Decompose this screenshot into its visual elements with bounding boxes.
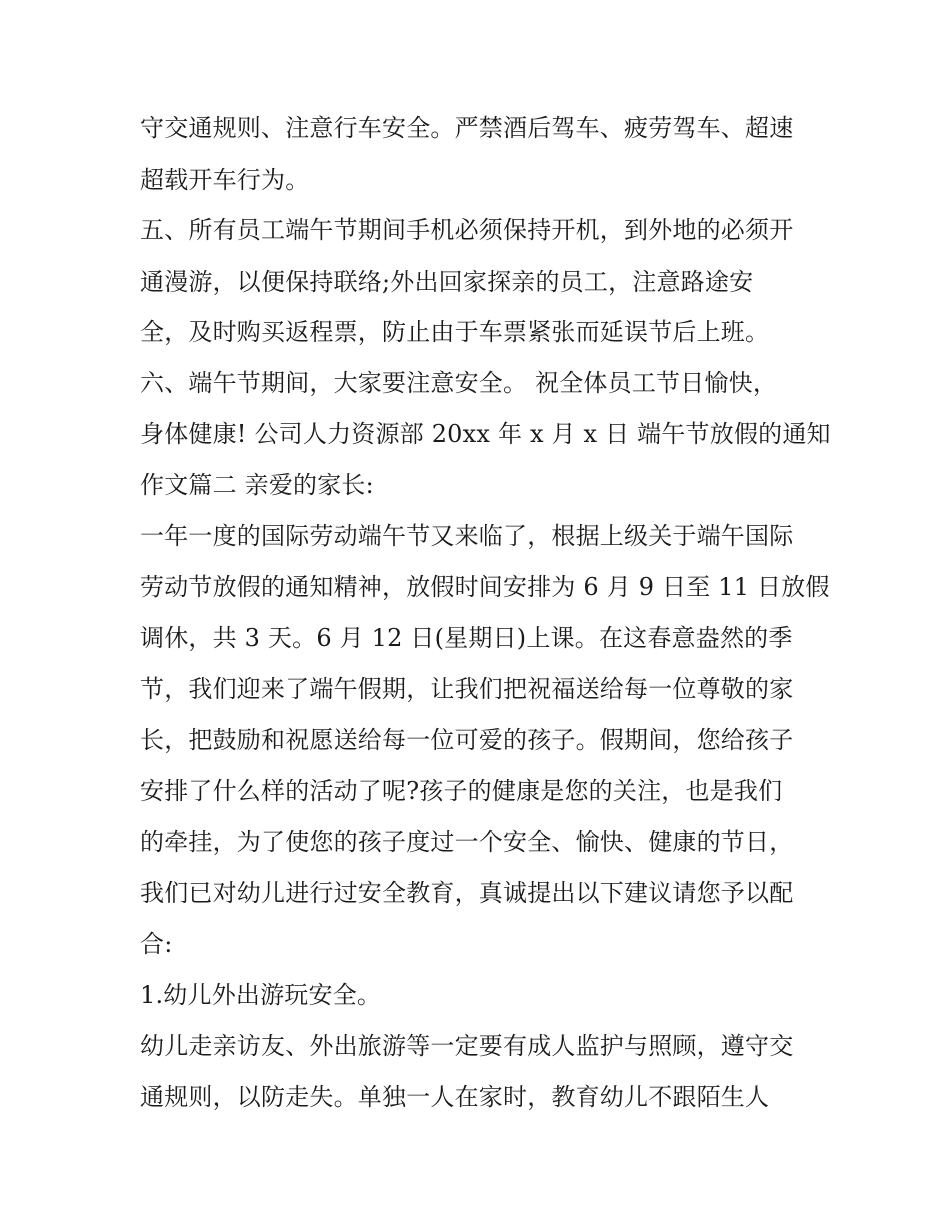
text-line: 全，及时购买返程票，防止由于车票紧张而延误节后上班。 (140, 318, 770, 346)
text-line: 通漫游，以便保持联络;外出回家探亲的员工，注意路途安 (140, 268, 754, 296)
text-line: 调休，共 3 天。6 月 12 日(星期日)上课。在这春意盎然的季 (140, 624, 793, 652)
text-line: 身体健康! 公司人力资源部 20xx 年 x 月 x 日 端午节放假的通知 (140, 420, 831, 448)
text-line: 长，把鼓励和祝愿送给每一位可爱的孩子。假期间，您给孩子 (140, 726, 794, 754)
text-line: 一年一度的国际劳动端午节又来临了，根据上级关于端午国际 (140, 522, 794, 550)
text-line: 的牵挂，为了使您的孩子度过一个安全、愉快、健康的节日， (140, 828, 794, 856)
text-line: 作文篇二 亲爱的家长: (140, 471, 374, 499)
text-line: 守交通规则、注意行车安全。严禁酒后驾车、疲劳驾车、超速 (140, 114, 794, 142)
text-line: 节，我们迎来了端午假期，让我们把祝福送给每一位尊敬的家 (140, 675, 794, 703)
section-heading: 1.幼儿外出游玩安全。 (140, 981, 382, 1009)
text-line: 合: (140, 930, 173, 958)
text-line: 六、端午节期间，大家要注意安全。 祝全体员工节日愉快， (140, 369, 778, 397)
text-line: 幼儿走亲访友、外出旅游等一定要有成人监护与照顾，遵守交 (140, 1032, 794, 1060)
text-line: 通规则，以防走失。单独一人在家时，教育幼儿不跟陌生人 (140, 1083, 770, 1111)
text-line: 安排了什么样的活动了呢?孩子的健康是您的关注，也是我们 (140, 777, 783, 805)
text-line: 五、所有员工端午节期间手机必须保持开机，到外地的必须开 (140, 216, 794, 244)
text-line: 超载开车行为。 (140, 166, 310, 194)
text-line: 我们已对幼儿进行过安全教育，真诚提出以下建议请您予以配 (140, 879, 794, 907)
text-line: 劳动节放假的通知精神，放假时间安排为 6 月 9 日至 11 日放假 (140, 573, 830, 601)
